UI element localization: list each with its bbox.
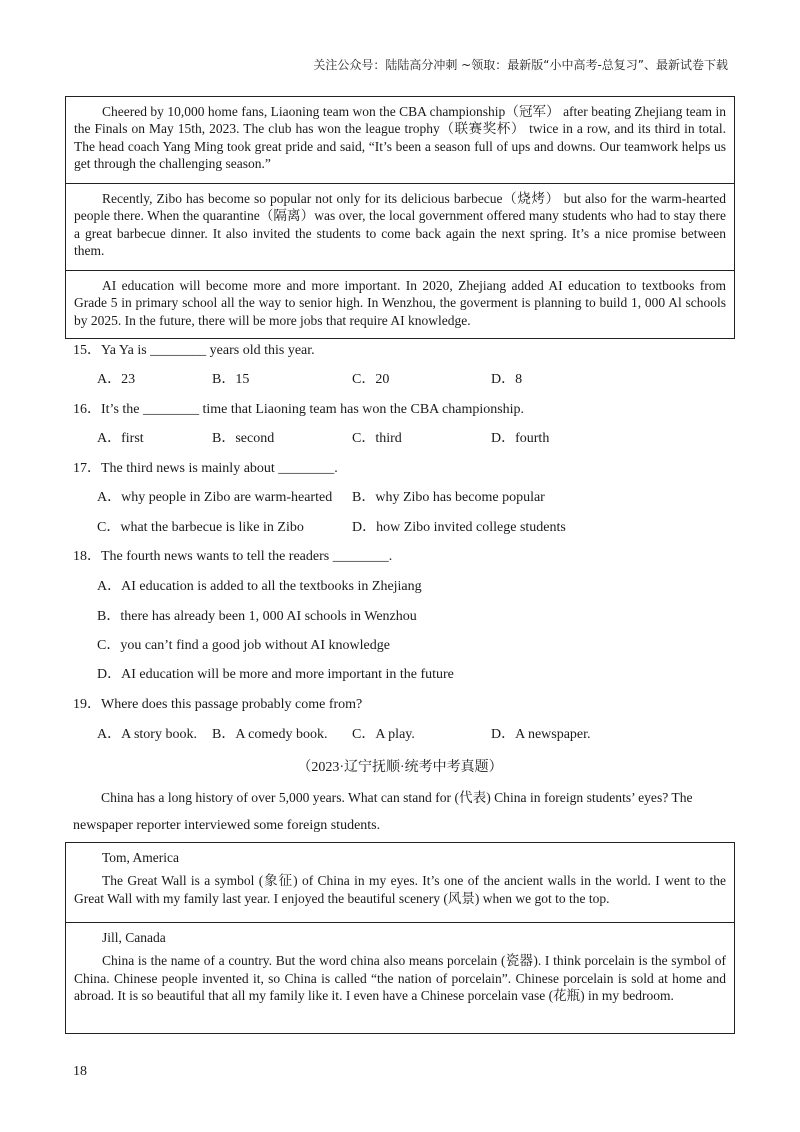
news-text-1: Cheered by 10,000 home fans, Liaoning team won the CBA championship（冠军） after beating Zhejiang team in the Finals on May 15th, 2023. The club has won the league trophy（联赛奖杯） twice in a row, and its third in total. The head coach Yang Ming took great pride and said, “It’s been a season full of ups and downs. Our teamwork helps us get through the challenging season.” [74,104,726,172]
question-19: 19．Where does this passage probably come from? [73,697,363,712]
q19-option-d: D．A newspaper. [491,727,591,742]
q18-option-a: A．AI education is added to all the textbooks in Zhejiang [97,579,422,594]
news-cell-1 [66,97,734,184]
question-15: 15．Ya Ya is ________ years old this year. [73,343,315,358]
intro-line-2: newspaper reporter interviewed some foreign students. [73,818,381,833]
q15-option-a: A．23 [97,372,136,387]
q16-option-c: C．third [352,431,402,446]
q17-option-d: D．how Zibo invited college students [352,520,566,535]
q17-option-b: B．why Zibo has become popular [352,490,545,505]
news-text-2: Recently, Zibo has become so popular not only for its delicious barbecue（烧烤） but also for the warm-hearted people there. When the quarantine（隔离）was over, the local government offered many students who had to stay there a great barbecue dinner. It also invited the students to come back again the next spring. It’s a nice promise between them. [74,191,726,259]
interview-text: China is the name of a country. But the word china also means porcelain (瓷器). I think porcelain is the symbol of China. Chinese people invented it, so China is called “the nation of porcelain”. Chinese porcelain is sold at home and abroad. It is so beautiful that all my family like it. I even have a Chinese porcelain vase (花瓶) in my bedroom. [74,953,726,1004]
interviewee-name: Tom, America [102,850,180,865]
q16-option-d: D．fourth [491,431,550,446]
news-text-3: AI education will become more and more important. In 2020, Zhejiang added AI education to textbooks from Grade 5 in primary school all the way to senior high. In Wenzhou, the goverment is planning to build 1, 000 Al schools by 2025. In the future, there will be more jobs that require AI knowledge. [74,278,726,328]
q18-option-b: B．there has already been 1, 000 AI schools in Wenzhou [97,609,417,624]
interviews-table [65,842,735,1034]
q19-option-b: B．A comedy book. [212,727,328,742]
question-16: 16．It’s the ________ time that Liaoning team has won the CBA championship. [73,402,525,417]
q19-option-c: C．A play. [352,727,415,742]
interviewee-name: Jill, Canada [102,930,166,945]
news-cell-2 [66,184,734,271]
q18-option-c: C．you can’t find a good job without AI knowledge [97,638,390,653]
q16-option-a: A．first [97,431,144,446]
q15-option-d: D．8 [491,372,523,387]
q16-option-b: B．second [212,431,275,446]
news-cell-3 [66,271,734,339]
question-17: 17．The third news is mainly about ________. [73,461,338,476]
page-header: 关注公众号：陆陆高分冲刺 ~领取：最新版“小中高考-总复习”、最新试卷下载 [313,58,728,72]
intro-line-1: China has a long history of over 5,000 years. What can stand for (代表) China in foreign students’ eyes? The [101,790,693,805]
q17-option-c: C．what the barbecue is like in Zibo [97,520,304,535]
q19-option-a: A．A story book. [97,727,197,742]
interview-text: The Great Wall is a symbol (象征) of China in my eyes. It’s one of the ancient walls in the world. I went to the Great Wall with my family last year. I enjoyed the beautiful scenery (风景) when we got to the top. [74,873,726,906]
interview-cell-tom [66,843,734,923]
interview-cell-jill [66,923,734,1034]
question-18: 18．The fourth news wants to tell the readers ________. [73,549,393,564]
q15-option-c: C．20 [352,372,390,387]
q15-option-b: B．15 [212,372,250,387]
news-table [65,96,735,339]
q17-option-a: A．why people in Zibo are warm-hearted [97,490,333,505]
q18-option-d: D．AI education will be more and more important in the future [97,667,454,682]
exam-source: （2023·辽宁抚顺·统考中考真题） [297,760,503,775]
page-number: 18 [73,1064,87,1079]
